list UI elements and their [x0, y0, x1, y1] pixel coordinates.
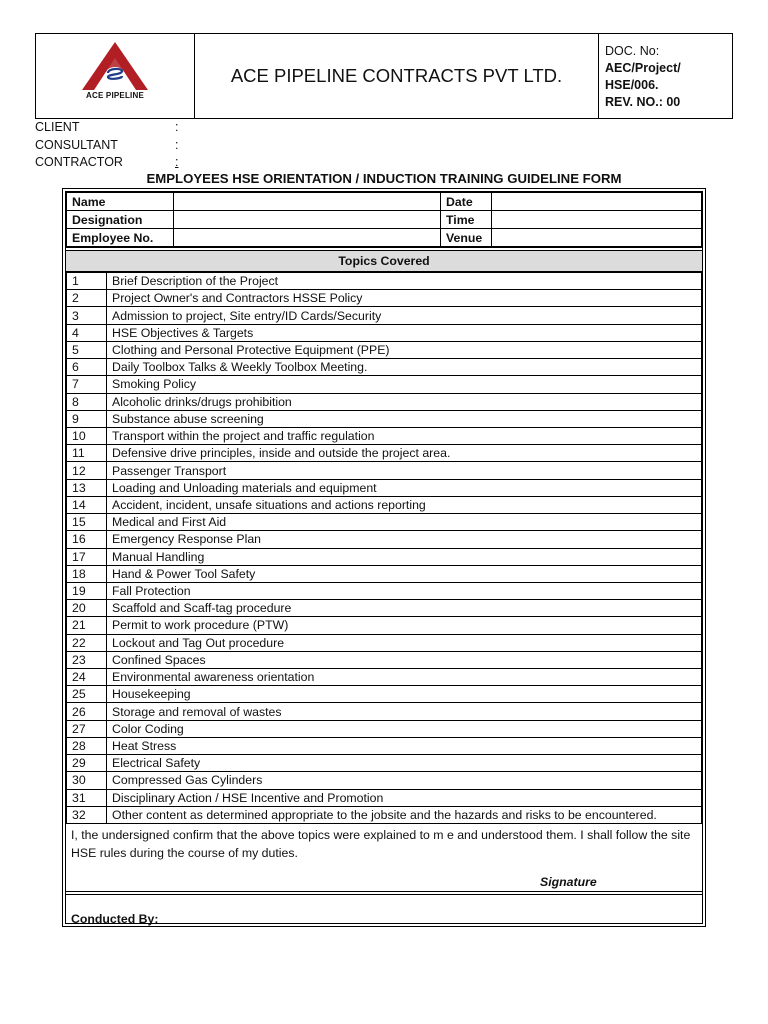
date-label: Date	[441, 193, 492, 211]
topic-row	[67, 376, 702, 393]
topic-row	[67, 324, 702, 341]
topic-row	[67, 617, 702, 634]
topic-description: HSE Objectives & Targets	[107, 324, 702, 341]
topic-description: Brief Description of the Project	[107, 273, 702, 290]
confirmation-section	[66, 824, 702, 924]
doc-no-value-line1: AEC/Project/	[605, 61, 681, 75]
topic-number: 9	[67, 410, 107, 427]
topic-number: 30	[67, 772, 107, 789]
training-form	[62, 188, 706, 927]
topic-number: 1	[67, 273, 107, 290]
employee-no-label: Employee No.	[67, 229, 174, 247]
name-label: Name	[67, 193, 174, 211]
topic-number: 8	[67, 393, 107, 410]
project-parties	[35, 119, 178, 172]
ace-logo-icon	[36, 34, 194, 94]
topic-number: 27	[67, 720, 107, 737]
topic-number: 11	[67, 445, 107, 462]
client-colon: :	[175, 120, 179, 134]
signature-divider-double	[66, 894, 702, 895]
topic-row	[67, 479, 702, 496]
topic-number: 7	[67, 376, 107, 393]
time-label: Time	[441, 211, 492, 229]
topic-number: 26	[67, 703, 107, 720]
company-name: ACE PIPELINE CONTRACTS PVT LTD.	[195, 34, 599, 118]
topic-number: 29	[67, 755, 107, 772]
company-logo	[36, 34, 195, 118]
topic-row	[67, 290, 702, 307]
form-inner-border	[65, 191, 703, 924]
topic-description: Storage and removal of wastes	[107, 703, 702, 720]
topic-row	[67, 634, 702, 651]
contractor-colon: :	[175, 155, 179, 169]
topic-description: Color Coding	[107, 720, 702, 737]
topic-row	[67, 531, 702, 548]
doc-no-value-line2: HSE/006.	[605, 78, 659, 92]
contractor-label: CONTRACTOR	[35, 155, 123, 169]
topic-number: 24	[67, 669, 107, 686]
topic-row	[67, 703, 702, 720]
topic-row	[67, 565, 702, 582]
topic-row	[67, 755, 702, 772]
topics-table	[66, 272, 702, 824]
topic-number: 16	[67, 531, 107, 548]
consultant-label: CONSULTANT	[35, 137, 118, 152]
topic-row	[67, 548, 702, 565]
venue-label: Venue	[441, 229, 492, 247]
section-divider	[66, 247, 702, 248]
topic-number: 32	[67, 806, 107, 823]
topic-row	[67, 669, 702, 686]
topic-number: 4	[67, 324, 107, 341]
topic-number: 14	[67, 496, 107, 513]
topic-description: Project Owner's and Contractors HSSE Policy	[107, 290, 702, 307]
topic-number: 19	[67, 582, 107, 599]
topic-description: Fall Protection	[107, 582, 702, 599]
topic-row	[67, 600, 702, 617]
topic-description: Passenger Transport	[107, 462, 702, 479]
revision-number: REV. NO.: 00	[605, 95, 681, 109]
topic-description: Heat Stress	[107, 737, 702, 754]
topic-number: 2	[67, 290, 107, 307]
document-header	[35, 33, 733, 119]
topic-row	[67, 307, 702, 324]
topic-row	[67, 737, 702, 754]
signature-label: Signature	[540, 875, 597, 889]
topic-row	[67, 462, 702, 479]
topic-row	[67, 806, 702, 823]
topic-number: 25	[67, 686, 107, 703]
topics-covered-header: Topics Covered	[66, 250, 702, 272]
time-field[interactable]	[492, 211, 702, 229]
client-label: CLIENT	[35, 120, 80, 134]
topic-number: 18	[67, 565, 107, 582]
topic-number: 13	[67, 479, 107, 496]
topic-row	[67, 427, 702, 444]
topic-description: Clothing and Personal Protective Equipment (PPE)	[107, 341, 702, 358]
topic-description: Manual Handling	[107, 548, 702, 565]
topic-row	[67, 789, 702, 806]
topic-description: Lockout and Tag Out procedure	[107, 634, 702, 651]
date-field[interactable]	[492, 193, 702, 211]
topic-description: Alcoholic drinks/drugs prohibition	[107, 393, 702, 410]
topic-description: Smoking Policy	[107, 376, 702, 393]
topic-number: 10	[67, 427, 107, 444]
form-title: EMPLOYEES HSE ORIENTATION / INDUCTION TRAINING GUIDELINE FORM	[146, 171, 622, 186]
topic-description: Disciplinary Action / HSE Incentive and Promotion	[107, 789, 702, 806]
topic-row	[67, 582, 702, 599]
topic-description: Loading and Unloading materials and equipment	[107, 479, 702, 496]
topic-number: 28	[67, 737, 107, 754]
topic-row	[67, 341, 702, 358]
topic-description: Housekeeping	[107, 686, 702, 703]
topic-description: Permit to work procedure (PTW)	[107, 617, 702, 634]
topic-number: 21	[67, 617, 107, 634]
topic-row	[67, 496, 702, 513]
topic-description: Medical and First Aid	[107, 514, 702, 531]
consultant-colon: :	[175, 137, 179, 152]
logo-caption: ACE PIPELINE	[86, 91, 144, 100]
topic-number: 6	[67, 359, 107, 376]
topic-number: 22	[67, 634, 107, 651]
employee-info-table	[66, 192, 702, 247]
topic-number: 17	[67, 548, 107, 565]
topic-description: Daily Toolbox Talks & Weekly Toolbox Meeting.	[107, 359, 702, 376]
topic-description: Transport within the project and traffic regulation	[107, 427, 702, 444]
venue-field[interactable]	[492, 229, 702, 247]
topic-number: 15	[67, 514, 107, 531]
topic-description: Accident, incident, unsafe situations and actions reporting	[107, 496, 702, 513]
doc-no-label: DOC. No:	[605, 44, 660, 58]
confirmation-statement: I, the undersigned confirm that the above topics were explained to m e and understood them. I shall follow the site HSE rules during the course of my duties.	[71, 828, 691, 860]
topic-row	[67, 772, 702, 789]
topic-description: Confined Spaces	[107, 651, 702, 668]
topic-description: Hand & Power Tool Safety	[107, 565, 702, 582]
topic-description: Defensive drive principles, inside and outside the project area.	[107, 445, 702, 462]
topic-number: 3	[67, 307, 107, 324]
topic-row	[67, 686, 702, 703]
topic-row	[67, 359, 702, 376]
topic-number: 5	[67, 341, 107, 358]
topic-number: 12	[67, 462, 107, 479]
topic-row	[67, 514, 702, 531]
topic-description: Substance abuse screening	[107, 410, 702, 427]
topic-description: Compressed Gas Cylinders	[107, 772, 702, 789]
topic-description: Scaffold and Scaff-tag procedure	[107, 600, 702, 617]
topic-description: Electrical Safety	[107, 755, 702, 772]
topic-description: Other content as determined appropriate to the jobsite and the hazards and risks to be encountered.	[107, 806, 702, 823]
topic-row	[67, 445, 702, 462]
topic-number: 31	[67, 789, 107, 806]
conducted-by-label: Conducted By:	[71, 912, 159, 926]
topic-row	[67, 393, 702, 410]
topic-description: Admission to project, Site entry/ID Cards/Security	[107, 307, 702, 324]
topic-row	[67, 651, 702, 668]
signature-divider	[66, 891, 702, 892]
topic-row	[67, 273, 702, 290]
topic-number: 23	[67, 651, 107, 668]
topic-number: 20	[67, 600, 107, 617]
topic-description: Emergency Response Plan	[107, 531, 702, 548]
topic-description: Environmental awareness orientation	[107, 669, 702, 686]
document-number-block	[599, 34, 732, 118]
designation-label: Designation	[67, 211, 174, 229]
topic-row	[67, 720, 702, 737]
employee-no-field[interactable]	[174, 229, 441, 247]
designation-field[interactable]	[174, 211, 441, 229]
name-field[interactable]	[174, 193, 441, 211]
topic-row	[67, 410, 702, 427]
